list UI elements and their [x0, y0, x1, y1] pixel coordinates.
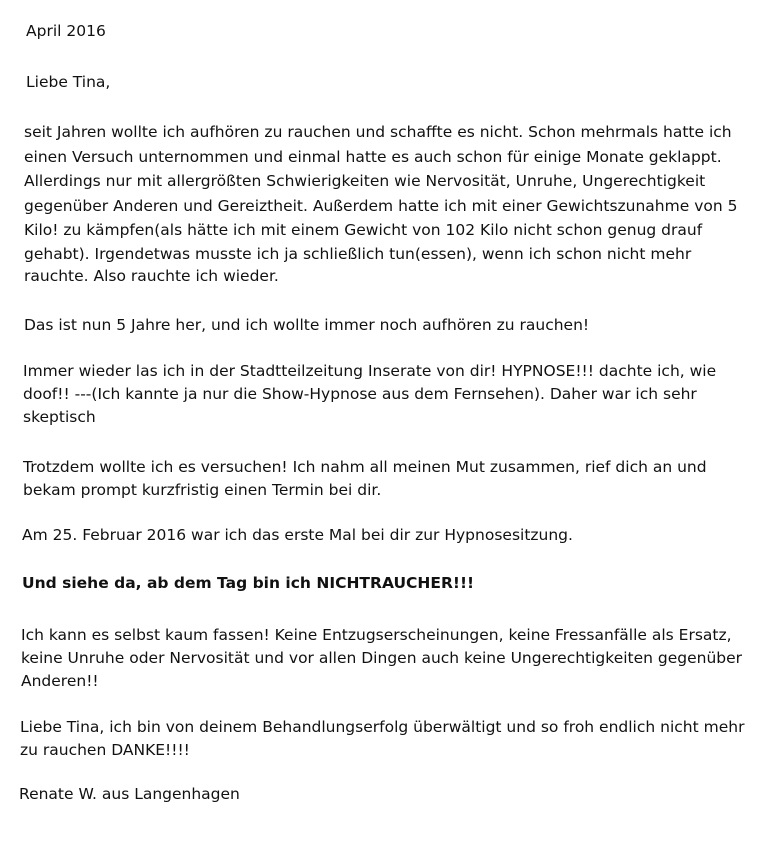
- paragraph-line: Ich kann es selbst kaum fassen! Keine Entzugserscheinungen, keine Fressanfälle als Ersatz,: [21, 626, 732, 644]
- paragraph-line: Immer wieder las ich in der Stadtteilzeitung Inserate von dir! HYPNOSE!!! dachte ich, wie: [23, 362, 717, 380]
- paragraph-line: seit Jahren wollte ich aufhören zu rauchen und schaffte es nicht. Schon mehrmals hatte ich: [24, 123, 732, 141]
- letter-signature: Renate W. aus Langenhagen: [19, 785, 240, 803]
- paragraph-5: Am 25. Februar 2016 war ich das erste Mal bei dir zur Hypnosesitzung.: [22, 526, 573, 544]
- letter-salutation: Liebe Tina,: [26, 73, 111, 91]
- paragraph-line: skeptisch: [23, 408, 96, 426]
- paragraph-2: Das ist nun 5 Jahre her, und ich wollte immer noch aufhören zu rauchen!: [24, 316, 590, 334]
- paragraph-line: Allerdings nur mit allergrößten Schwierigkeiten wie Nervosität, Unruhe, Ungerechtigkeit: [24, 172, 706, 190]
- paragraph-line: gehabt). Irgendetwas musste ich ja schließlich tun(essen), wenn ich schon nicht mehr: [24, 245, 692, 263]
- paragraph-line: Liebe Tina, ich bin von deinem Behandlungserfolg überwältigt und so froh endlich nicht mehr: [20, 718, 745, 736]
- paragraph-line: doof!! ---(Ich kannte ja nur die Show-Hypnose aus dem Fernsehen). Daher war ich sehr: [23, 385, 697, 403]
- letter-date: April 2016: [26, 22, 106, 40]
- paragraph-6-highlight: Und siehe da, ab dem Tag bin ich NICHTRAUCHER!!!: [22, 574, 475, 592]
- paragraph-line: keine Unruhe oder Nervosität und vor allen Dingen auch keine Ungerechtigkeiten gegenüber: [21, 649, 743, 667]
- paragraph-line: gegenüber Anderen und Gereiztheit. Außerdem hatte ich mit einer Gewichtszunahme von 5: [24, 197, 738, 215]
- paragraph-line: Kilo! zu kämpfen(als hätte ich mit einem Gewicht von 102 Kilo nicht schon genug drauf: [24, 221, 703, 239]
- paragraph-line: bekam prompt kurzfristig einen Termin bei dir.: [23, 481, 382, 499]
- paragraph-line: zu rauchen DANKE!!!!: [20, 741, 190, 759]
- paragraph-line: Trotzdem wollte ich es versuchen! Ich nahm all meinen Mut zusammen, rief dich an und: [23, 458, 707, 476]
- paragraph-line: einen Versuch unternommen und einmal hatte es auch schon für einige Monate geklappt.: [24, 148, 722, 166]
- paragraph-line: Anderen!!: [21, 672, 99, 690]
- paragraph-line: rauchte. Also rauchte ich wieder.: [24, 267, 279, 285]
